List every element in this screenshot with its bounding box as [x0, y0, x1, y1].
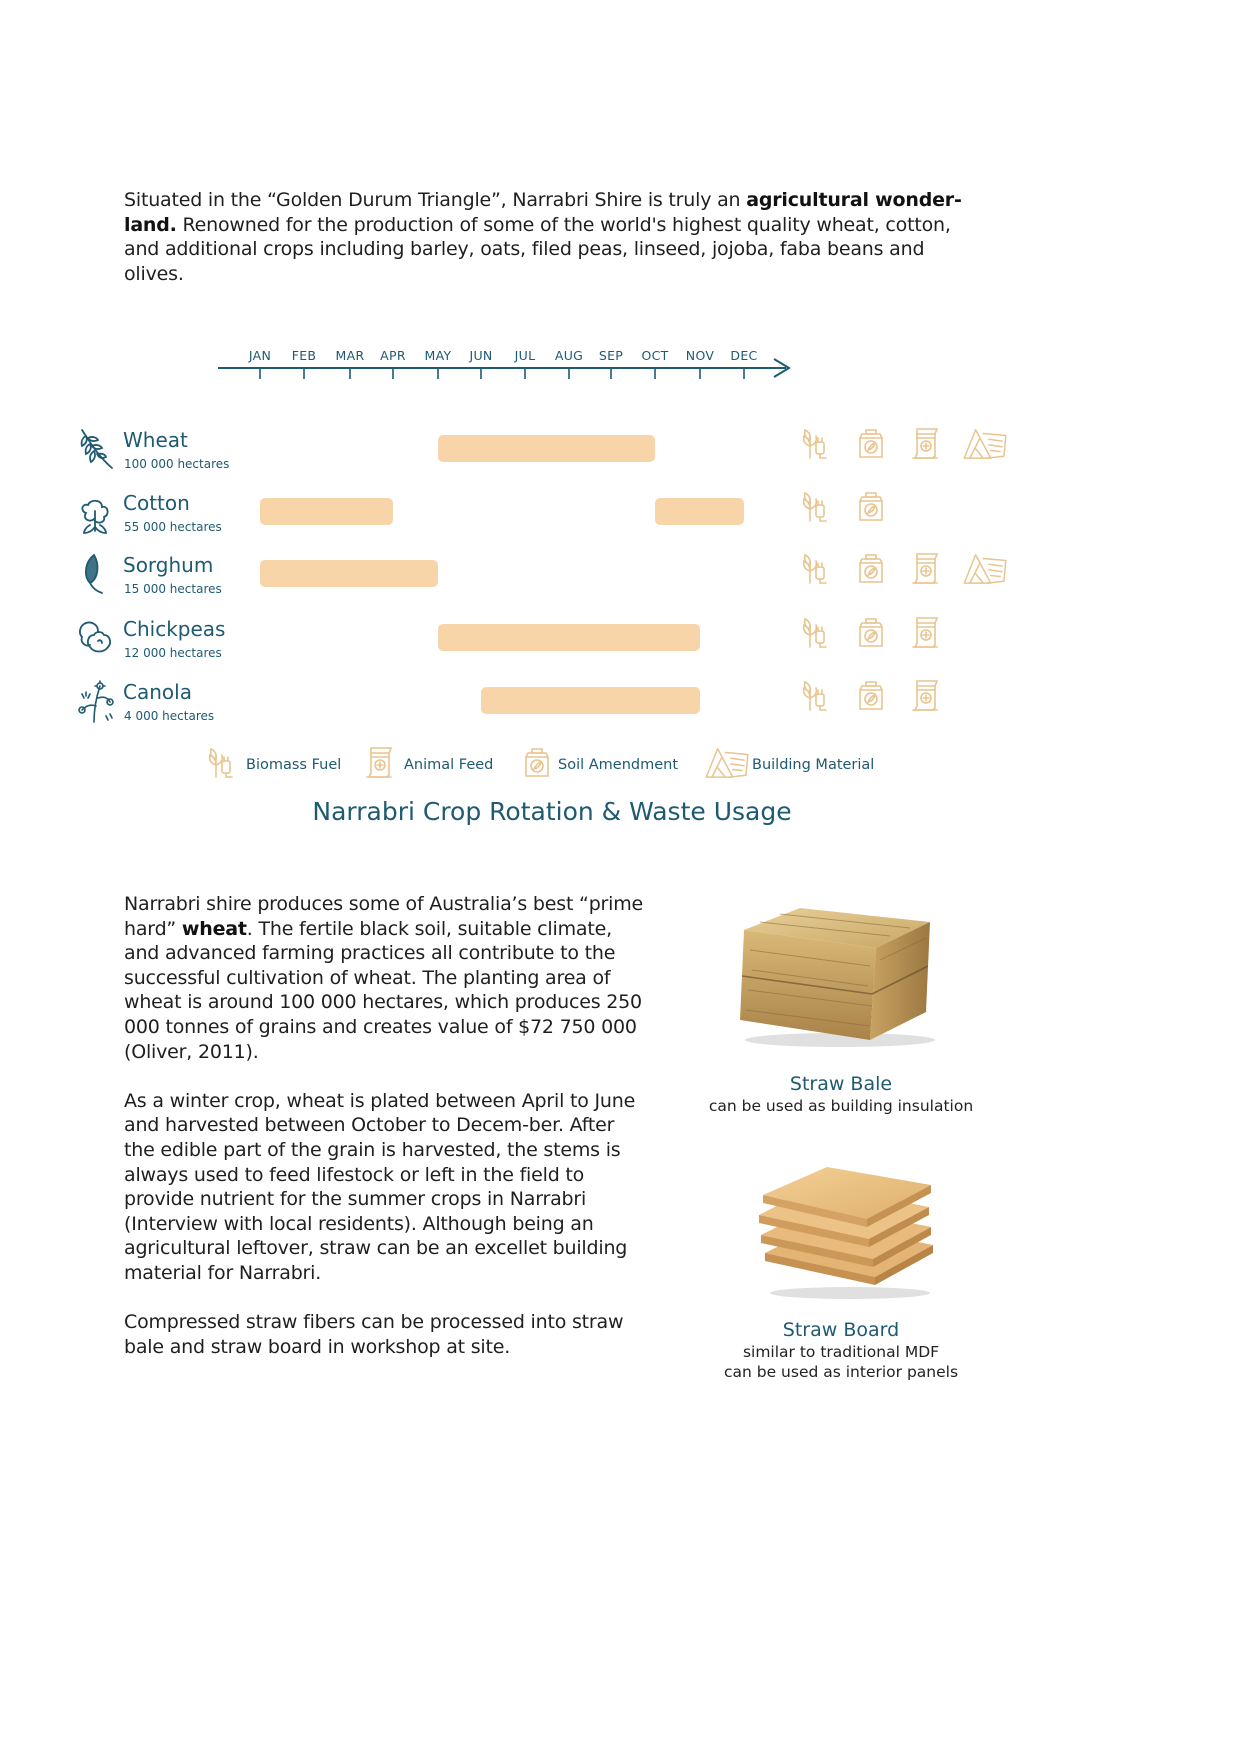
intro-text-1: Situated in the “Golden Durum Triangle”, Narrabri Shire is truly an	[124, 189, 747, 211]
crop-area: 15 000 hectares	[124, 582, 222, 596]
sorghum-icon	[76, 553, 116, 597]
month-label-jan: JAN	[248, 348, 272, 363]
straw-board-caption-1: similar to traditional MDF	[742, 1343, 940, 1361]
straw-bale-caption: can be used as building insulation	[708, 1097, 974, 1115]
straw-board-caption-2: can be used as interior panels	[723, 1363, 959, 1381]
crop-area: 100 000 hectares	[124, 457, 230, 471]
month-label-jun: JUN	[469, 348, 493, 363]
animal-feed-icon	[908, 551, 942, 585]
biomass-fuel-icon	[800, 551, 834, 585]
straw-board-image	[755, 1165, 945, 1305]
animal-feed-icon	[908, 615, 942, 649]
month-label-dec: DEC	[730, 348, 758, 363]
crop-name: Wheat	[123, 428, 188, 452]
animal-feed-icon	[908, 426, 942, 460]
building-material-icon	[962, 426, 996, 460]
soil-amendment-icon	[854, 615, 888, 649]
biomass-fuel-icon	[800, 426, 834, 460]
crop-name: Chickpeas	[123, 617, 226, 641]
growing-period-bar	[481, 687, 700, 714]
body-p1-text-2: . The fertile black soil, suitable climate, and advanced farming practices all contribute to the successful cultivation of wheat. The planting area of wheat is around 100 000 hectares, which produces 250 000 tonnes of grains and creates value of $72 750 000 (Oliver, 2011).	[124, 917, 642, 1063]
legend-label: Building Material	[752, 757, 875, 773]
intro-bold: agricultural wonder-land.	[124, 189, 962, 236]
chart-title: Narrabri Crop Rotation & Waste Usage	[312, 797, 792, 826]
body-paragraph-2: As a winter crop, wheat is plated between April to June and harvested between October to Decem-ber. After the edible part of the grain is harvested, the stems is always used to feed lifestock or left in the field to provide nutrient for the summer crops in Narrabri (Interview with local residents). Although being an agricultural leftover, straw can be an excellet building material for Narrabri.	[124, 1089, 636, 1284]
building-material-icon	[962, 551, 996, 585]
body-text	[124, 892, 644, 1384]
growing-period-bar	[655, 498, 744, 525]
soil-amendment-icon	[854, 551, 888, 585]
chickpea-icon	[76, 617, 116, 661]
month-label-sep: SEP	[598, 348, 624, 363]
month-label-feb: FEB	[291, 348, 317, 363]
crop-name: Sorghum	[123, 553, 214, 577]
month-label-nov: NOV	[685, 348, 715, 363]
growing-period-bar	[260, 560, 438, 587]
crop-name: Canola	[123, 680, 192, 704]
soil-amendment-icon	[854, 678, 888, 712]
growing-period-bar	[260, 498, 393, 525]
crop-row-sorghum	[76, 553, 276, 613]
month-label-may: MAY	[424, 348, 452, 363]
month-label-aug: AUG	[554, 348, 584, 363]
crop-row-wheat	[76, 428, 276, 488]
biomass-fuel-icon	[800, 615, 834, 649]
canola-icon	[76, 680, 116, 724]
wheat-icon	[76, 428, 116, 472]
body-p1-bold: wheat	[181, 917, 247, 940]
building-material-icon	[704, 745, 752, 783]
soil-amendment-icon	[854, 489, 888, 523]
crop-name: Cotton	[123, 491, 190, 515]
soil-amendment-icon	[854, 426, 888, 460]
month-label-oct: OCT	[641, 348, 669, 363]
body-p1-text-1: Narrabri shire produces some of Australia’s best “prime hard”	[124, 893, 644, 940]
body-paragraph-3: Compressed straw fibers can be processed into straw bale and straw board in workshop at site.	[124, 1311, 624, 1358]
growing-period-bar	[438, 435, 655, 462]
crop-area: 55 000 hectares	[124, 520, 222, 534]
biomass-fuel-icon	[800, 489, 834, 523]
straw-board-title: Straw Board	[782, 1319, 900, 1341]
crop-area: 4 000 hectares	[124, 709, 215, 723]
cotton-icon	[76, 491, 116, 535]
crop-row-canola	[76, 680, 276, 740]
soil-amendment-icon	[520, 745, 554, 783]
animal-feed-icon	[362, 745, 396, 783]
crop-row-cotton	[76, 491, 276, 551]
month-label-apr: APR	[380, 348, 406, 363]
legend-label: Animal Feed	[404, 757, 494, 773]
legend-label: Biomass Fuel	[246, 757, 342, 773]
straw-bale-title: Straw Bale	[789, 1073, 893, 1095]
month-label-jul: JUL	[514, 348, 536, 363]
biomass-fuel-icon	[800, 678, 834, 712]
crop-area: 12 000 hectares	[124, 646, 222, 660]
timeline-axis	[0, 0, 1104, 400]
growing-period-bar	[438, 624, 700, 651]
legend-label: Soil Amendment	[558, 757, 679, 773]
biomass-fuel-icon	[206, 745, 240, 783]
month-label-mar: MAR	[335, 348, 365, 363]
crop-row-chickpeas	[76, 617, 276, 677]
straw-bale-image	[730, 900, 940, 1050]
intro-text-2: Renowned for the production of some of the world's highest quality wheat, cotton, and additional crops including barley, oats, filed peas, linseed, jojoba, faba beans and olives.	[124, 213, 951, 285]
body-paragraph-1	[124, 892, 644, 1064]
animal-feed-icon	[908, 678, 942, 712]
